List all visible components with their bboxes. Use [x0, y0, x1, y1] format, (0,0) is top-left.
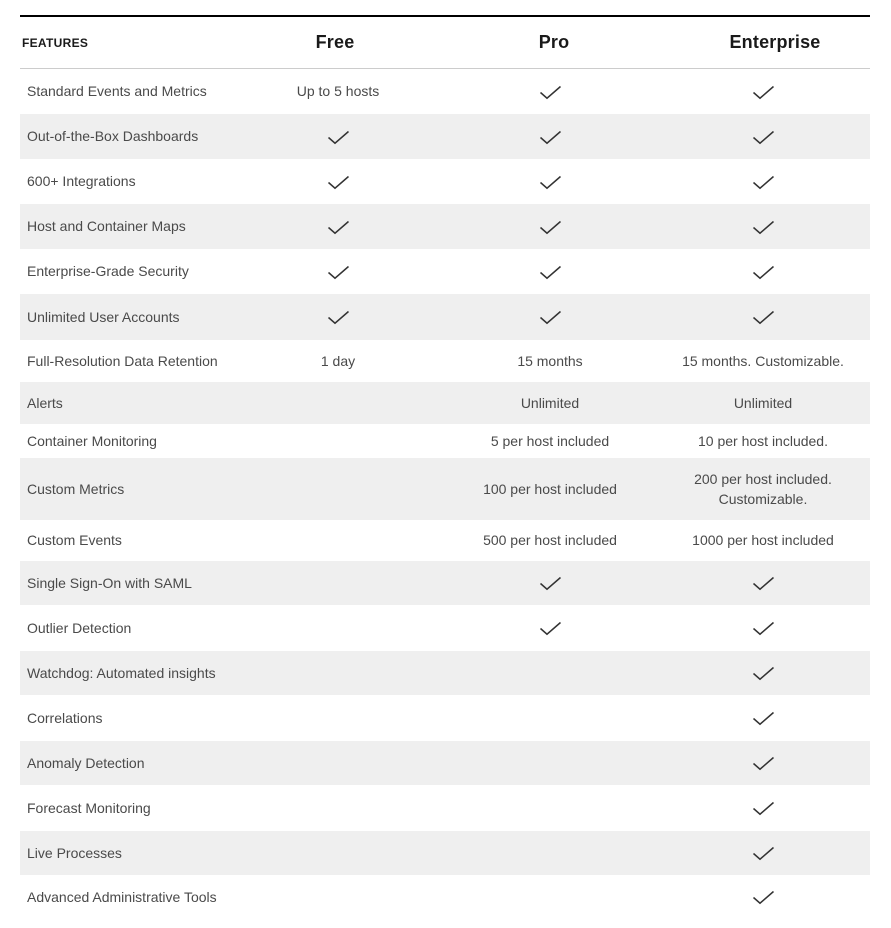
table-row	[20, 605, 870, 651]
enterprise-plan-value	[656, 114, 870, 159]
check-icon	[327, 175, 350, 190]
table-row	[20, 249, 870, 294]
free-plan-value	[232, 695, 444, 741]
table-row	[20, 831, 870, 875]
free-plan-value	[232, 520, 444, 561]
feature-name: Outlier Detection	[27, 619, 132, 636]
check-icon	[539, 265, 562, 280]
pro-plan-column-header: Pro	[444, 16, 656, 69]
table-row	[20, 424, 870, 458]
pro-plan-value: 100 per host included	[483, 480, 617, 497]
header-row	[20, 16, 870, 69]
features-column-header: FEATURES	[20, 16, 232, 69]
pro-plan-value	[444, 875, 656, 919]
pro-plan-value	[444, 69, 656, 114]
enterprise-plan-value	[656, 69, 870, 114]
check-icon	[752, 576, 775, 591]
check-icon	[539, 85, 562, 100]
enterprise-plan-value: 200 per host included. Customizable.	[694, 470, 832, 507]
check-icon	[752, 265, 775, 280]
feature-name: Advanced Administrative Tools	[27, 888, 217, 905]
table-row	[20, 340, 870, 382]
free-plan-value: 1 day	[320, 352, 356, 369]
free-plan-value	[232, 424, 444, 458]
feature-name: Standard Events and Metrics	[27, 83, 207, 100]
table-row	[20, 69, 870, 114]
check-icon	[752, 801, 775, 816]
feature-name: Anomaly Detection	[27, 754, 145, 771]
check-icon	[539, 621, 562, 636]
check-icon	[327, 310, 350, 325]
enterprise-plan-value	[656, 294, 870, 340]
check-icon	[752, 130, 775, 145]
feature-name: Single Sign-On with SAML	[27, 574, 192, 591]
enterprise-plan-value	[656, 249, 870, 294]
check-icon	[539, 220, 562, 235]
table-row	[20, 651, 870, 695]
feature-name: Container Monitoring	[27, 432, 157, 449]
pro-plan-value	[444, 294, 656, 340]
pro-plan-value: 5 per host included	[490, 432, 610, 449]
enterprise-plan-value	[656, 695, 870, 741]
check-icon	[327, 265, 350, 280]
feature-name: Alerts	[27, 394, 63, 411]
feature-name: Correlations	[27, 709, 103, 726]
pro-plan-value	[444, 561, 656, 605]
free-plan-value	[232, 605, 444, 651]
table-row	[20, 561, 870, 605]
table-row	[20, 741, 870, 785]
table-row	[20, 458, 870, 520]
enterprise-plan-value	[656, 159, 870, 204]
enterprise-plan-value: 1000 per host included	[692, 532, 834, 548]
check-icon	[539, 130, 562, 145]
check-icon	[752, 220, 775, 235]
check-icon	[752, 310, 775, 325]
check-icon	[752, 846, 775, 861]
pro-plan-value	[444, 785, 656, 831]
enterprise-plan-value	[656, 605, 870, 651]
free-plan-value	[232, 114, 444, 159]
feature-name: Full-Resolution Data Retention	[27, 352, 218, 369]
free-plan-value	[232, 741, 444, 785]
enterprise-plan-value	[656, 741, 870, 785]
check-icon	[752, 890, 775, 905]
check-icon	[752, 711, 775, 726]
free-plan-value	[232, 651, 444, 695]
enterprise-plan-value: 15 months. Customizable.	[682, 352, 844, 369]
free-plan-value	[232, 831, 444, 875]
feature-name: Unlimited User Accounts	[27, 308, 180, 325]
enterprise-plan-value	[656, 651, 870, 695]
feature-name: Host and Container Maps	[27, 218, 186, 234]
table-row	[20, 382, 870, 424]
pro-plan-value: Unlimited	[520, 394, 580, 411]
feature-name: Live Processes	[27, 844, 122, 861]
check-icon	[539, 576, 562, 591]
feature-name: Custom Events	[27, 532, 122, 548]
check-icon	[327, 130, 350, 145]
check-icon	[752, 666, 775, 681]
enterprise-plan-value: 10 per host included.	[698, 432, 828, 449]
pro-plan-value	[444, 159, 656, 204]
free-plan-value	[232, 249, 444, 294]
pro-plan-value	[444, 695, 656, 741]
pricing-comparison-table	[20, 15, 870, 919]
feature-name: Forecast Monitoring	[27, 799, 151, 816]
pro-plan-value	[444, 831, 656, 875]
check-icon	[752, 175, 775, 190]
pro-plan-value: 500 per host included	[483, 532, 617, 548]
check-icon	[752, 621, 775, 636]
feature-name: Out-of-the-Box Dashboards	[27, 128, 199, 144]
table-body	[20, 69, 870, 919]
check-icon	[327, 220, 350, 235]
free-plan-value	[232, 875, 444, 919]
feature-name: Enterprise-Grade Security	[27, 263, 189, 279]
free-plan-value	[232, 159, 444, 204]
check-icon	[752, 85, 775, 100]
pro-plan-value: 15 months	[517, 352, 583, 369]
pro-plan-value	[444, 651, 656, 695]
enterprise-plan-value	[656, 831, 870, 875]
pro-plan-value	[444, 204, 656, 249]
enterprise-plan-column-header: Enterprise	[656, 16, 870, 69]
table-row	[20, 875, 870, 919]
free-plan-column-header: Free	[232, 16, 444, 69]
enterprise-plan-value	[656, 561, 870, 605]
feature-name: Watchdog: Automated insights	[27, 664, 216, 681]
pro-plan-value	[444, 741, 656, 785]
free-plan-value	[232, 382, 444, 424]
feature-name: Custom Metrics	[27, 480, 125, 497]
enterprise-plan-value: Unlimited	[733, 394, 793, 411]
check-icon	[539, 310, 562, 325]
table-row	[20, 520, 870, 561]
free-plan-value: Up to 5 hosts	[296, 83, 380, 100]
free-plan-value	[232, 561, 444, 605]
table-row	[20, 695, 870, 741]
enterprise-plan-value	[656, 204, 870, 249]
table-row	[20, 159, 870, 204]
enterprise-plan-value	[656, 875, 870, 919]
pro-plan-value	[444, 605, 656, 651]
free-plan-value	[232, 458, 444, 520]
table-row	[20, 785, 870, 831]
check-icon	[539, 175, 562, 190]
table-header	[20, 16, 870, 69]
feature-name: 600+ Integrations	[27, 173, 136, 189]
free-plan-value	[232, 294, 444, 340]
pro-plan-value	[444, 249, 656, 294]
enterprise-plan-value	[656, 785, 870, 831]
table-row	[20, 204, 870, 249]
free-plan-value	[232, 204, 444, 249]
check-icon	[752, 756, 775, 771]
pro-plan-value	[444, 114, 656, 159]
table-row	[20, 114, 870, 159]
table-row	[20, 294, 870, 340]
free-plan-value	[232, 785, 444, 831]
